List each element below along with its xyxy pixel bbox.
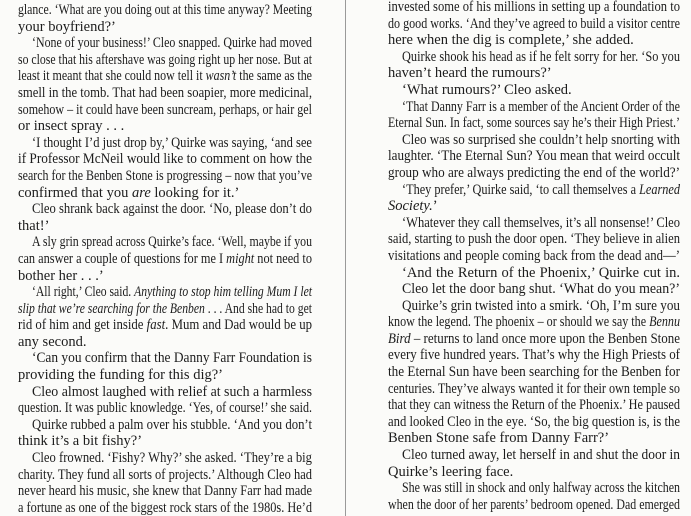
text-line-content [402,265,680,282]
text-line-content [18,102,312,119]
text-line-content [402,49,680,66]
text-run: know the legend. The phoenix – or should we say the [388,314,650,331]
italic-text-run: Society. [388,198,433,215]
text-line-content [18,433,142,450]
paragraph [18,135,312,201]
text-line-content [388,381,680,398]
text-run: when the door of her parents’ bedroom opened. Dad emerged [388,496,680,513]
text-line [388,414,680,431]
paragraph [388,447,680,480]
text-run: that!’ [18,217,50,234]
paragraph [388,298,680,447]
text-line [388,381,680,398]
paragraph [388,265,680,282]
text-run: Cleo almost laughed with relief at such a harmless [32,383,312,400]
text-line [18,483,312,500]
text-line-content [18,483,312,500]
text-line-content [18,118,124,135]
text-run: – returns to land once more upon the Benben Stone [410,330,680,347]
paragraph [388,182,680,215]
text-line-content [18,52,312,69]
text-line [388,115,680,132]
text-line [388,82,680,99]
text-line-content [18,301,312,318]
text-line [18,201,312,218]
text-line [18,367,312,384]
text-line [18,284,312,301]
text-line-content [388,397,680,414]
paragraph [388,0,680,49]
italic-text-run: might [226,250,255,267]
text-run: looking for it.’ [150,184,240,201]
text-line-content [18,251,312,268]
text-run: Benben Stone safe from Danny Farr?’ [388,430,610,447]
text-line-content [18,85,312,102]
text-run: bother her . . .’ [18,267,104,284]
text-line-content [18,2,312,19]
text-run: Cleo was so surprised she couldn’t help snorting with [402,131,680,148]
text-line-content [388,148,680,165]
text-run: laughter. ‘The Eternal Sun? You mean that weird occult [388,148,680,165]
text-run: . Mum and Dad would be up [165,317,312,334]
text-line-content [18,317,312,334]
text-line-content [402,281,680,298]
text-run: She was still in shock and only halfway across the kitchen [402,480,680,497]
text-run: ‘None of your business!’ Cleo snapped. Quirke had moved [32,35,312,52]
paragraph [18,417,312,450]
text-line [388,99,680,116]
text-line [18,500,312,516]
text-line [388,314,680,331]
text-run: Quirke shook his head as if he felt sorry for her. ‘So you [402,48,680,65]
text-line [18,251,312,268]
text-line [18,85,312,102]
text-line [388,480,680,497]
text-line [388,165,680,182]
text-run: Eternal Sun. In fact, some sources say he’s their High Priest.’ [388,115,680,132]
paragraph [18,234,312,284]
text-line [388,281,680,298]
text-line-content [18,367,223,384]
text-line [388,16,680,33]
paragraph [388,215,680,265]
text-run: centuries. They’ve always wanted it for their own temple so [388,380,680,397]
text-run: the Eternal Sun have been searching for the Benben for [388,364,680,381]
paragraph [18,284,312,350]
text-run: said, starting to push the door open. ‘They believe in alien [388,231,680,248]
text-line-content [32,417,312,434]
page-gutter-divider [345,0,346,516]
text-line-content [32,234,312,251]
text-run: never heard his music, she knew that Danny Farr had made [18,483,312,500]
paragraph [388,480,680,513]
italic-text-run: fast [146,317,166,334]
text-line-content [402,480,680,497]
text-run: so close that his aftershave was going right up her nose. But at [18,51,312,68]
text-line [18,68,312,85]
text-line [388,298,680,315]
text-run: Cleo frowned. ‘Fishy? Why?’ she asked. ‘They’re a big [32,450,312,467]
text-line-content [18,500,312,516]
text-line-content [388,347,680,364]
text-line [18,35,312,52]
text-line [388,397,680,414]
italic-text-run: Learned [639,181,680,198]
text-line-content [402,298,680,315]
text-run: Quirke’s grin twisted into a smirk. ‘Oh, I’m sure you [402,297,680,314]
text-run: or insect spray . . . [18,118,125,135]
text-line-content [32,450,312,467]
text-run: ’ [432,198,438,215]
text-line [18,135,312,152]
text-line-content [388,65,552,82]
paragraph [388,281,680,298]
text-run: ‘What rumours?’ Cleo asked. [402,81,572,98]
text-run: smell in the tomb. That had been soapier, more medicinal, [18,84,312,101]
text-run: not need to [254,250,312,267]
text-line-content [388,0,680,16]
text-run: ‘And the Return of the Phoenix,’ Quirke cut in. [402,264,680,281]
text-line-content [388,231,680,248]
text-line-content [18,218,49,235]
text-line-content [32,201,312,218]
text-line [18,450,312,467]
text-run: can answer a couple of questions for me I [18,250,227,267]
text-line-content [388,165,680,182]
text-line [18,417,312,434]
text-line [18,268,312,285]
text-line-content [388,16,680,33]
italic-text-run: Bennu [649,314,680,331]
text-line [388,215,680,232]
text-run: Quirke’s leering face. [388,463,514,480]
text-line-content [402,132,680,149]
text-line-content [18,334,86,351]
left-page [18,2,312,516]
text-run: ‘Whatever they call themselves, it’s all nonsense!’ Cleo [402,214,680,231]
text-line [18,118,312,135]
text-run: and looked Cleo in the eye. ‘So, the big question is, is the [388,413,680,430]
text-run: haven’t heard the rumours?’ [388,65,552,82]
text-line [388,347,680,364]
text-run: glance. ‘What are you doing out at this time anyway? Meeting [18,2,312,18]
text-run: confirmed that you [18,184,132,201]
paragraph [18,35,312,135]
text-line-content [18,68,312,85]
text-run: rid of him and get inside [18,317,147,334]
text-line [388,364,680,381]
text-line [18,218,312,235]
text-run: least it meant that she could now tell it [18,68,206,85]
text-line [18,151,312,168]
text-line [18,317,312,334]
text-run: here when the dig is complete,’ she added. [388,32,634,49]
text-line [388,49,680,66]
text-run: Quirke rubbed a palm over his stubble. ‘And you don’t [32,416,312,433]
text-line [388,447,680,464]
text-line [388,132,680,149]
italic-text-run: Anything to stop him telling Mum I let [134,284,312,301]
text-line-content [388,497,680,514]
text-line [388,497,680,514]
text-line-content [388,115,680,132]
text-line-content [18,268,104,285]
text-line [388,248,680,265]
text-line-content [388,430,609,447]
text-line [18,400,312,417]
text-run: question. It was public knowledge. ‘Yes, of course!’ she said. [18,400,312,417]
text-line [388,148,680,165]
text-run: visitations and people coming back from the dead and—’ [388,247,680,264]
text-line-content [388,464,513,481]
text-run: search for the Benben Stone is progressing – now that you’ve [18,167,312,184]
paragraph [18,450,312,516]
text-line [388,198,680,215]
italic-text-run: are [131,184,151,201]
text-line [18,467,312,484]
paragraph [388,132,680,182]
text-run: the same as the [236,68,312,85]
text-line-content [32,350,312,367]
text-line-content [18,151,312,168]
text-run: Cleo let the door bang shut. ‘What do you mean?’ [402,281,680,298]
text-run: that they can witness the Return of the Phoenix.’ He paused [388,397,680,414]
text-run: your boyfriend?’ [18,18,116,35]
text-line-content [388,198,438,215]
text-run: if Professor McNeil would like to comment on how the [18,151,312,168]
text-line [388,0,680,16]
text-line [18,19,312,36]
text-run: do good works. ‘And they’ve agreed to build a visitor centre [388,15,680,32]
text-line-content [402,215,680,232]
text-run: group who are always predicting the end of the world?’ [388,164,680,181]
text-line-content [388,331,680,348]
text-line-content [18,168,312,185]
text-run: every five hundred years. That’s why the High Priests of [388,347,680,364]
text-line [18,433,312,450]
text-run: providing the funding for this dig?’ [18,367,223,384]
text-line-content [18,19,116,36]
italic-text-run: slip that we’re searching for the Benben [18,300,205,317]
text-line [18,334,312,351]
text-line-content [32,384,312,401]
text-line-content [32,35,312,52]
text-line-content [388,314,680,331]
text-line-content [402,82,572,99]
text-line-content [18,185,239,202]
paragraph [388,82,680,99]
text-run: any second. [18,333,87,350]
italic-text-run: Bird [388,330,411,347]
text-line [18,168,312,185]
text-line-content [402,447,680,464]
text-run: charity. They fund all sorts of projects.’ Although Cleo had [18,466,312,483]
text-run: ‘That Danny Farr is a member of the Ancient Order of the [402,98,680,115]
text-line [18,301,312,318]
text-line-content [18,467,312,484]
text-run: somehow – it could have been suncream, perhaps, or hair gel [18,101,312,118]
text-line [18,384,312,401]
text-run: ‘I thought I’d just drop by,’ Quirke was saying, ‘and see [32,134,312,151]
paragraph [18,201,312,234]
text-run: . . . And she had to get [204,300,312,317]
paragraph [388,99,680,132]
text-line [388,464,680,481]
text-line [18,52,312,69]
text-line-content [402,99,680,116]
text-line [388,231,680,248]
text-run: ‘They prefer,’ Quirke said, ‘to call themselves a [402,181,640,198]
paragraph [18,350,312,383]
text-line-content [388,414,680,431]
text-run: ‘All right,’ Cleo said. [32,284,135,301]
text-line [18,350,312,367]
text-run: a fortune as one of the biggest rock stars of the 1980s. He’d [18,499,312,516]
text-line [388,32,680,49]
text-run: think it’s a bit fishy?’ [18,433,143,450]
text-line-content [32,284,312,301]
text-line-content [402,182,680,199]
text-run: ‘Can you confirm that the Danny Farr Foundation is [32,350,312,367]
text-line [388,430,680,447]
text-line [388,331,680,348]
text-line [388,265,680,282]
text-line-content [32,135,312,152]
text-line [18,2,312,19]
text-run: invested some of his millions in setting up a foundation to [388,0,680,15]
text-line [388,182,680,199]
text-run: A sly grin spread across Quirke’s face. ‘Well, maybe if you [32,234,312,251]
italic-text-run: wasn’t [205,68,237,85]
text-line [18,234,312,251]
paragraph [388,49,680,82]
text-line-content [388,32,634,49]
text-line-content [388,364,680,381]
text-run: Cleo shrank back against the door. ‘No, please don’t do [32,201,312,218]
text-line [388,65,680,82]
paragraph [18,384,312,417]
text-line-content [388,248,680,265]
text-run: Cleo turned away, let herself in and shut the door in [402,447,680,464]
text-line-content [18,400,312,417]
paragraph [18,2,312,35]
text-line [18,185,312,202]
text-line [18,102,312,119]
right-page [388,0,680,513]
